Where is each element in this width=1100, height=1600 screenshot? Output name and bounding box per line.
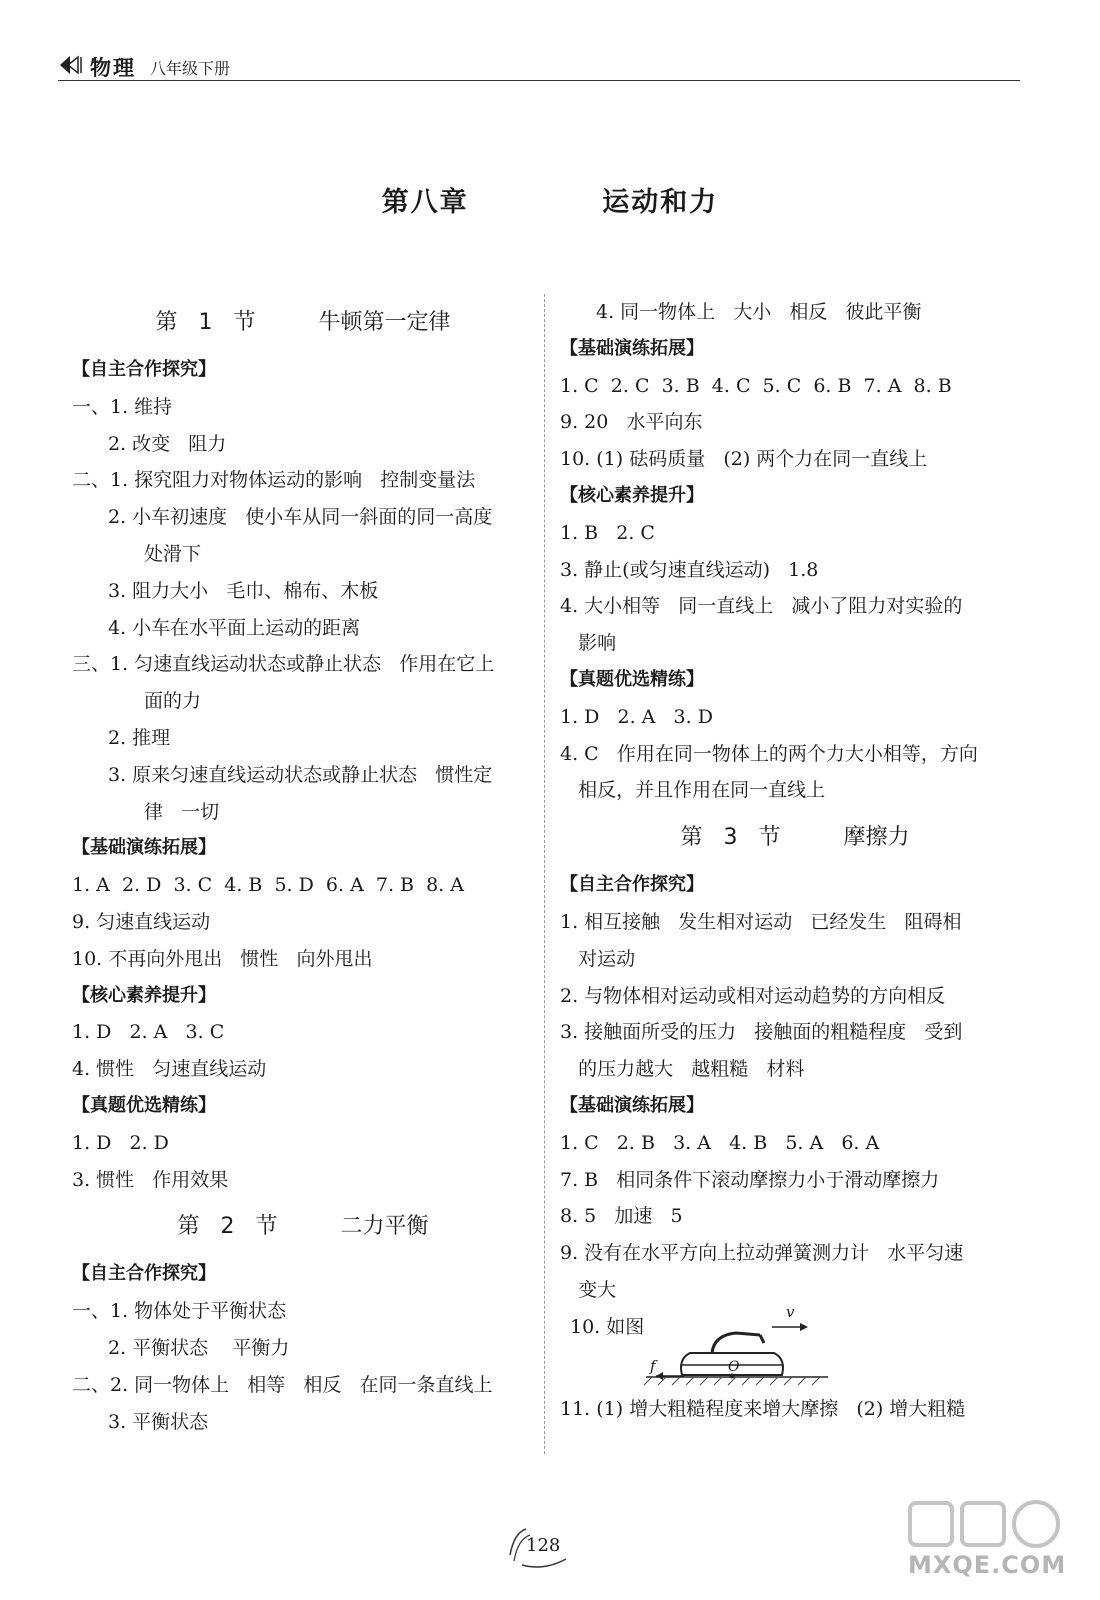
- center-label: O: [728, 1358, 740, 1375]
- watermark-logo-icon: [906, 1495, 1066, 1551]
- section-heading: 【自主合作探究】: [72, 1263, 216, 1285]
- section-heading: 【自主合作探究】: [72, 359, 216, 380]
- answer-line: 10. 不再向外甩出 惯性 向外甩出: [72, 947, 373, 970]
- answer-line: 的压力越大 越粗糙 材料: [560, 1058, 805, 1081]
- section-heading: 【基础演练拓展】: [560, 1094, 704, 1116]
- answer-line: 二、2. 同一物体上 相等 相反 在同一条直线上: [72, 1373, 493, 1396]
- right-column: [560, 294, 1030, 1428]
- answer-line: 2. 与物体相对运动或相对运动趋势的方向相反: [560, 984, 946, 1007]
- answer-line: 2. 平衡状态 平衡力: [108, 1336, 290, 1359]
- answer-line: 9. 20 水平向东: [560, 411, 703, 434]
- answer-line: 1. D 2. A 3. C: [72, 1021, 225, 1044]
- answer-line: 10. (1) 砝码质量 (2) 两个力在同一直线上: [560, 448, 928, 471]
- answer-line: 3. 平衡状态: [108, 1410, 209, 1433]
- friction-label: f: [650, 1356, 656, 1375]
- velocity-label: v: [786, 1302, 795, 1321]
- answer-line: 9. 没有在水平方向上拉动弹簧测力计 水平匀速: [560, 1242, 964, 1265]
- header-grade: 八年级下册: [150, 59, 231, 78]
- answer-line: 9. 匀速直线运动: [72, 910, 211, 933]
- answer-line: 1. D 2. A 3. D: [560, 705, 713, 728]
- section-title: 第 1 节 牛顿第一定律: [155, 310, 451, 335]
- left-column: [72, 294, 534, 1440]
- watermark: [900, 1495, 1070, 1590]
- section-heading: 【核心素养提升】: [72, 984, 216, 1006]
- section-title: 第 2 节 二力平衡: [177, 1214, 429, 1240]
- answer-line: 对运动: [560, 947, 636, 970]
- answer-line: 11. (1) 增大粗糙程度来增大摩擦 (2) 增大粗糙: [560, 1397, 966, 1420]
- curling-stone-figure: [642, 1313, 832, 1389]
- header-rule: [58, 80, 1020, 81]
- answer-line: 处滑下: [144, 542, 202, 565]
- watermark-text: MXQE.COM: [908, 1551, 1067, 1579]
- column-divider: [544, 294, 545, 1454]
- answer-line: 4. C 作用在同一物体上的两个力大小相等，方向: [560, 742, 978, 765]
- answer-line: 一、1. 维持: [72, 395, 173, 418]
- answer-line: 面的力: [144, 690, 202, 713]
- answer-line: 2. 小车初速度 使小车从同一斜面的同一高度: [108, 506, 493, 529]
- answer-line: 三、1. 匀速直线运动状态或静止状态 作用在它上: [72, 653, 495, 676]
- answer-line: 4. 小车在水平面上运动的距离: [108, 616, 361, 639]
- answer-line: 3. 原来匀速直线运动状态或静止状态 惯性定: [108, 763, 493, 786]
- answer-line: 4. 惯性 匀速直线运动: [72, 1058, 267, 1081]
- answer-line: 1. D 2. D: [72, 1131, 169, 1154]
- answer-line: 8. 5 加速 5: [560, 1205, 683, 1228]
- answer-line: 律 一切: [144, 800, 220, 823]
- section-heading: 【自主合作探究】: [560, 874, 704, 896]
- answer-line: 4. 同一物体上 大小 相反 彼此平衡: [596, 301, 922, 323]
- page-number-text: 128: [526, 1535, 561, 1556]
- answer-line: 2. 推理: [108, 726, 171, 749]
- answer-line: 1. B 2. C: [560, 521, 655, 544]
- answer-line: 3. 静止(或匀速直线运动) 1.8: [560, 558, 819, 581]
- answer-line: 2. 改变 阻力: [108, 432, 227, 455]
- answer-line: 1. A 2. D 3. C 4. B 5. D 6. A 7. B 8. A: [72, 874, 464, 897]
- page-header: [58, 48, 1020, 82]
- answer-line: 二、1. 探究阻力对物体运动的影响 控制变量法: [72, 469, 476, 492]
- page-number: [504, 1525, 574, 1569]
- answer-line: 影响: [560, 632, 617, 655]
- chapter-title: 第八章 运动和力: [381, 187, 719, 218]
- answer-line: 1. 相互接触 发生相对运动 已经发生 阻碍相: [560, 910, 962, 933]
- answer-line: 4. 大小相等 同一直线上 减小了阻力对实验的: [560, 595, 963, 618]
- header-subject: 物理: [90, 55, 136, 80]
- answer-line: 3. 接触面所受的压力 接触面的粗糙程度 受到: [560, 1021, 963, 1044]
- section-heading: 【真题优选精练】: [560, 668, 704, 690]
- answer-line: 1. C 2. C 3. B 4. C 5. C 6. B 7. A 8. B: [560, 374, 952, 397]
- answer-line: 一、1. 物体处于平衡状态: [72, 1300, 287, 1323]
- answer-line: 3. 阻力大小 毛巾、棉布、木板: [108, 579, 379, 602]
- answer-line: 1. C 2. B 3. A 4. B 5. A 6. A: [560, 1131, 880, 1154]
- section-heading: 【真题优选精练】: [72, 1094, 216, 1116]
- figure-label: 10. 如图: [570, 1315, 645, 1338]
- section-heading: 【基础演练拓展】: [72, 837, 216, 859]
- book-logo-icon: [58, 54, 84, 76]
- section-heading: 【基础演练拓展】: [560, 337, 704, 359]
- figure-answer-10: [560, 1302, 1030, 1391]
- answer-line: 变大: [560, 1278, 617, 1301]
- section-title: 第 3 节 摩擦力: [680, 825, 910, 851]
- answer-line: 7. B 相同条件下滚动摩擦力小于滑动摩擦力: [560, 1168, 940, 1191]
- answer-line: 相反，并且作用在同一直线上: [560, 779, 826, 802]
- section-heading: 【核心素养提升】: [560, 484, 704, 506]
- answer-line: 3. 惯性 作用效果: [72, 1168, 229, 1191]
